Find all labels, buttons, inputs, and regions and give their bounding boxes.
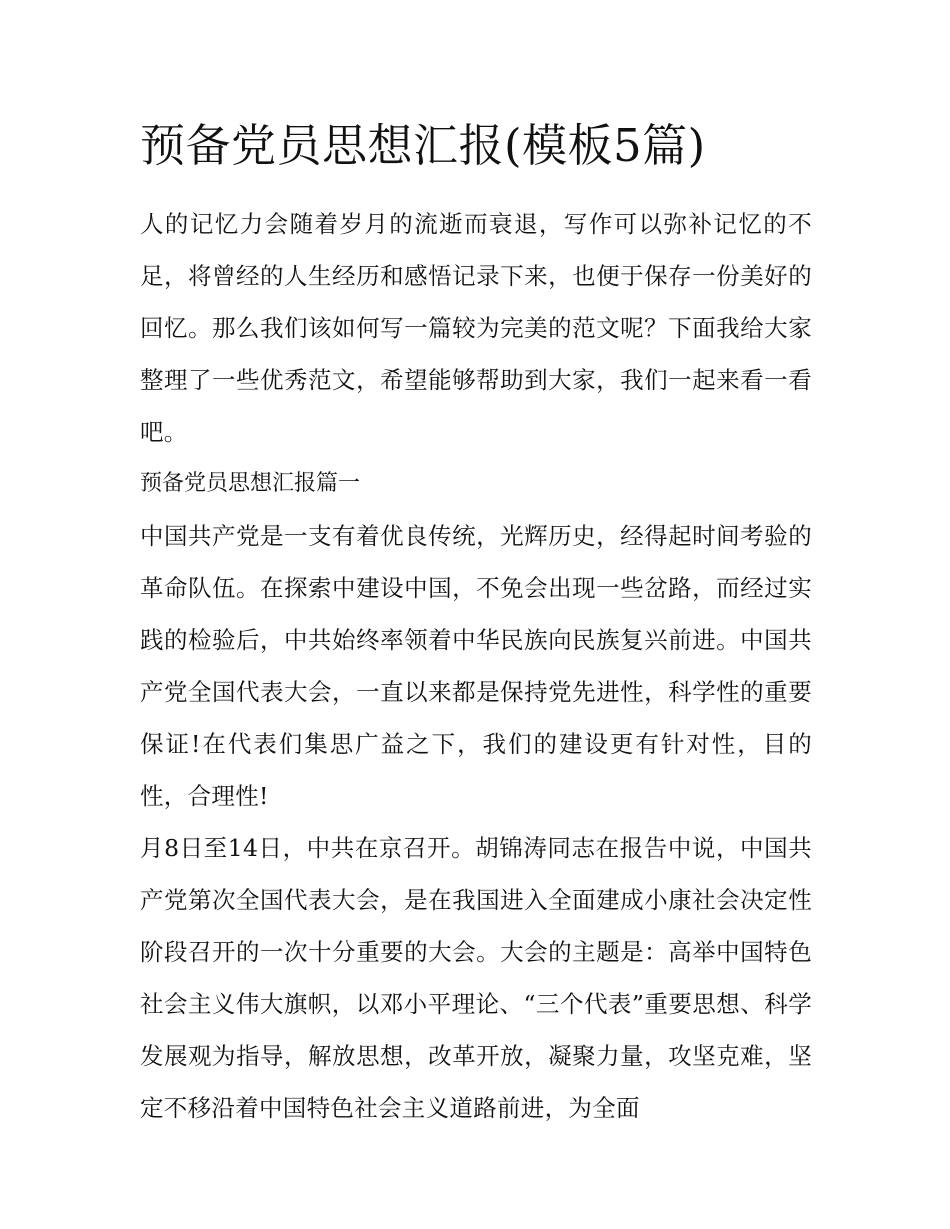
document-title: 预备党员思想汇报(模板5篇) [140,119,706,172]
body-paragraph-1: 中国共产党是一支有着优良传统，光辉历史，经得起时间考验的革命队伍。在探索中建设中国，不免会出现一些岔路，而经过实践的检验后，中共始终率领着中华民族向民族复兴前进。中国共产党全国代表大会，一直以来都是保持党先进性，科学性的重要保证!在代表们集思广益之下，我们的建设更有针对性，目的性，合理性! [140,522,812,810]
document-body [140,198,812,1134]
section-heading: 预备党员思想汇报篇一 [140,471,361,496]
body-paragraph-2: 月8日至14日，中共在京召开。胡锦涛同志在报告中说，中国共产党第次全国代表大会，是在我国进入全面建成小康社会决定性阶段召开的一次十分重要的大会。大会的主题是：高举中国特色社会主义伟大旗帜，以邓小平理论、“三个代表”重要思想、科学发展观为指导，解放思想，改革开放，凝聚力量，攻坚克难，坚定不移沿着中国特色社会主义道路前进，为全面 [140,834,812,1122]
intro-paragraph: 人的记忆力会随着岁月的流逝而衰退，写作可以弥补记忆的不足，将曾经的人生经历和感悟记录下来，也便于保存一份美好的回忆。那么我们该如何写一篇较为完美的范文呢？下面我给大家整理了一些优秀范文，希望能够帮助到大家，我们一起来看一看吧。 [140,210,812,446]
